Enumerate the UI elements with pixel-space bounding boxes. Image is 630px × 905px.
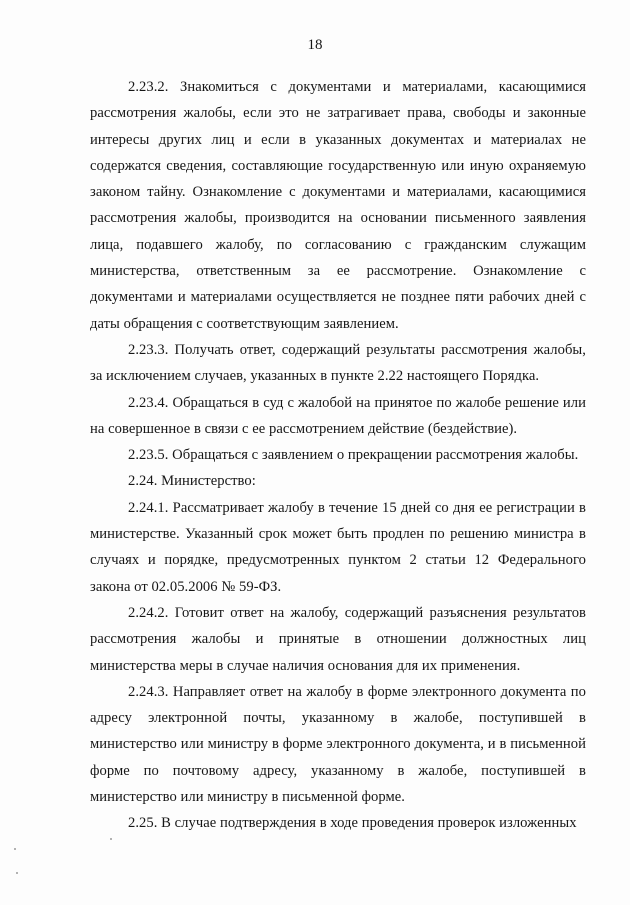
- paragraph-2-23-2: 2.23.2. Знакомиться с документами и материалами, касающимися рассмотрения жалобы, если это не затрагивает права, свободы и законные интересы других лиц и если в указанных документах и материалах не содержатся сведения, составляющие государственную или иную охраняемую законом тайну. Ознакомление с документами и материалами, касающимися рассмотрения жалобы, производится на основании письменного заявления лица, подавшего жалобу, по согласованию с гражданским служащим министерства, ответственным за ее рассмотрение. Ознакомление с документами и материалами осуществляется не позднее пяти рабочих дней с даты обращения с соответствующим заявлением.: [90, 79, 586, 332]
- paragraph-2-23-5: 2.23.5. Обращаться с заявлением о прекращении рассмотрения жалобы.: [128, 447, 579, 464]
- paragraph-2-25: 2.25. В случае подтверждения в ходе проведения проверок изложенных: [128, 815, 577, 832]
- paragraph-2-24: 2.24. Министерство:: [128, 473, 256, 490]
- scan-speck: [110, 838, 112, 840]
- document-body: [90, 74, 586, 837]
- page-number: 18: [307, 37, 323, 53]
- scan-speck: [14, 848, 16, 850]
- paragraph-2-24-3: 2.24.3. Направляет ответ на жалобу в форме электронного документа по адресу электронной почты, указанному в жалобе, поступившей в министерство или министру в форме электронного документа, и в письменной форме по почтовому адресу, указанному в жалобе, поступившей в министерство или министру в письменной форме.: [90, 683, 586, 806]
- scan-speck: [16, 872, 18, 874]
- paragraph-2-23-3: 2.23.3. Получать ответ, содержащий результаты рассмотрения жалобы, за исключением случаев, указанных в пункте 2.22 настоящего Порядка.: [90, 341, 586, 385]
- paragraph-2-24-1: 2.24.1. Рассматривает жалобу в течение 15 дней со дня ее регистрации в министерстве. Указанный срок может быть продлен по решению министра в случаях и порядке, предусмотренных пунктом 2 статьи 12 Федерального закона от 02.05.2006 № 59-ФЗ.: [90, 499, 586, 595]
- paragraph-2-23-4: 2.23.4. Обращаться в суд с жалобой на принятое по жалобе решение или на совершенное в связи с ее рассмотрением действие (бездействие).: [90, 394, 586, 437]
- paragraph-2-24-2: 2.24.2. Готовит ответ на жалобу, содержащий разъяснения результатов рассмотрения жалобы и принятые в отношении должностных лиц министерства меры в случае наличия основания для их применения.: [90, 604, 586, 674]
